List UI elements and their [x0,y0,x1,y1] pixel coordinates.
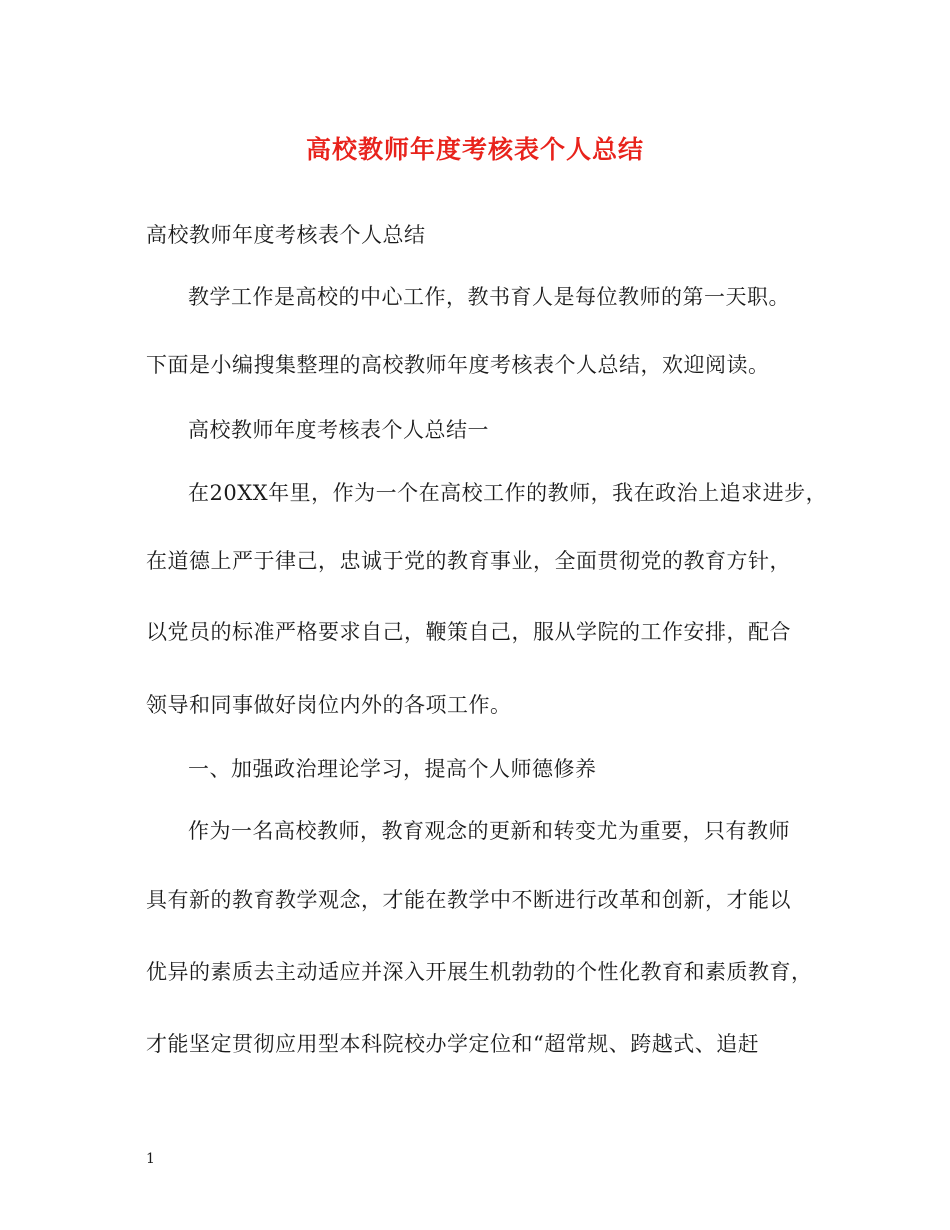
paragraph-line: 下面是小编搜集整理的高校教师年度考核表个人总结，欢迎阅读。 [146,353,770,377]
subtitle-line: 高校教师年度考核表个人总结 [146,223,426,247]
page-number: 1 [146,1151,155,1167]
paragraph-line: 才能坚定贯彻应用型本科院校办学定位和“超常规、跨越式、追赶 [146,1032,760,1056]
section-heading: 高校教师年度考核表个人总结一 [188,418,489,442]
paragraph-line: 在20XX年里，作为一个在高校工作的教师，我在政治上追求进步， [188,481,828,505]
paragraph-line: 领导和同事做好岗位内外的各项工作。 [146,693,512,717]
paragraph-line: 在道德上严于律己，忠诚于党的教育事业，全面贯彻党的教育方针， [146,549,791,573]
section-heading: 一、加强政治理论学习，提高个人师德修养 [188,757,597,781]
document-title: 高校教师年度考核表个人总结 [305,135,644,164]
paragraph-line: 教学工作是高校的中心工作，教书育人是每位教师的第一天职。 [188,285,790,309]
paragraph-line: 以党员的标准严格要求自己，鞭策自己，服从学院的工作安排，配合 [146,620,791,644]
paragraph-line: 优异的素质去主动适应并深入开展生机勃勃的个性化教育和素质教育， [146,960,813,984]
paragraph-line: 具有新的教育教学观念，才能在教学中不断进行改革和创新，才能以 [146,888,791,912]
paragraph-line: 作为一名高校教师，教育观念的更新和转变尤为重要，只有教师 [188,819,790,843]
